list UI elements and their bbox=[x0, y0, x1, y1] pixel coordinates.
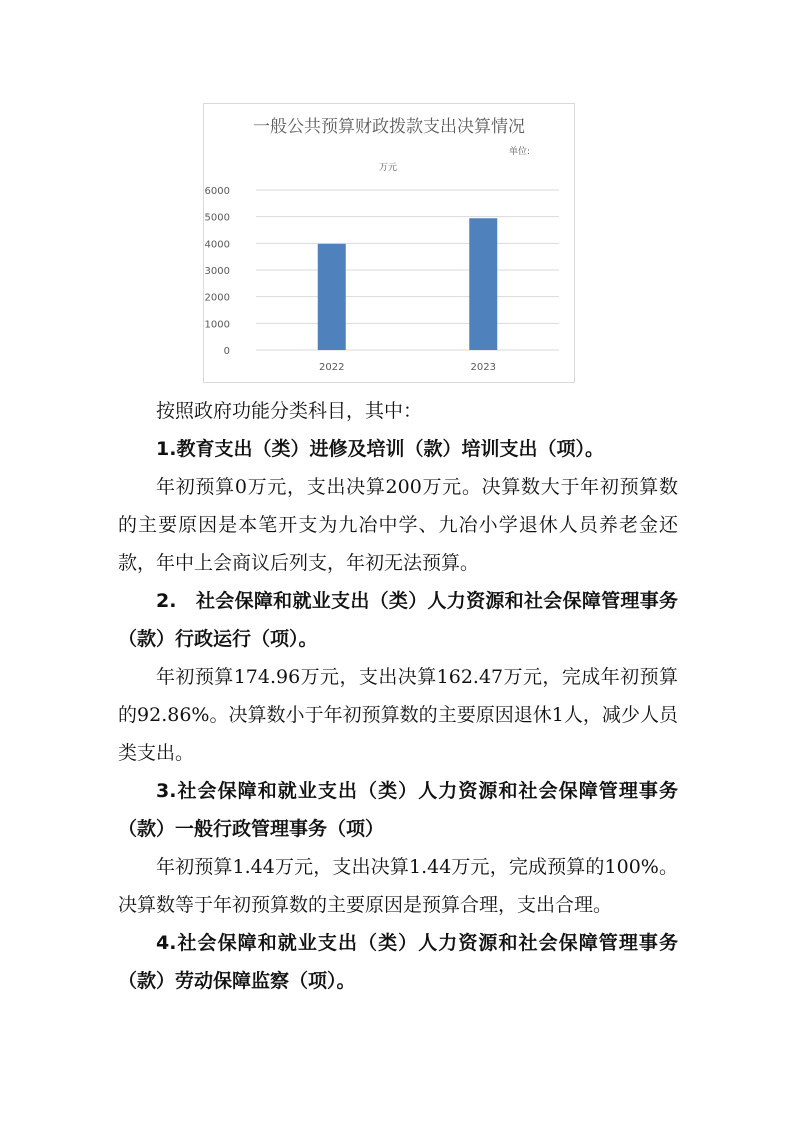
y-tick-label: 4000 bbox=[204, 239, 230, 251]
chart-title: 一般公共预算财政拨款支出决算情况 bbox=[253, 117, 525, 137]
section-heading-3: 3.社会保障和就业支出（类）人力资源和社会保障管理事务（款）一般行政管理事务（项） bbox=[118, 780, 678, 840]
chart-gridlines bbox=[256, 190, 559, 350]
x-tick-label: 2023 bbox=[470, 362, 496, 373]
y-tick-label: 2000 bbox=[204, 292, 230, 304]
chart-unit-value: 万元 bbox=[379, 163, 398, 173]
x-tick-label: 2022 bbox=[319, 362, 345, 373]
section-body-2: 年初预算174.96万元，支出决算162.47万元，完成年初预算的92.86%。决算数小于年初预算数的主要原因退休1人，减少人员类支出。 bbox=[118, 666, 678, 764]
intro-paragraph: 按照政府功能分类科目，其中： bbox=[156, 400, 423, 422]
y-tick-label: 0 bbox=[223, 346, 230, 357]
chart-unit-label: 单位: bbox=[509, 147, 531, 157]
section-body-1: 年初预算0万元，支出决算200万元。决算数大于年初预算数的主要原因是本笔开支为九冶中学、九冶小学退休人员养老金还款，年中上会商议后列支，年初无法预算。 bbox=[118, 476, 678, 574]
section-body-3: 年初预算1.44万元，支出决算1.44万元，完成预算的100%。决算数等于年初预算数的主要原因是预算合理，支出合理。 bbox=[118, 856, 678, 916]
section-heading-2: 2. 社会保障和就业支出（类）人力资源和社会保障管理事务（款）行政运行（项）。 bbox=[118, 590, 678, 650]
y-tick-label: 3000 bbox=[204, 266, 230, 277]
bar-2022 bbox=[318, 244, 346, 350]
y-tick-label: 1000 bbox=[204, 319, 230, 331]
chart-bars bbox=[318, 218, 498, 350]
chart-container bbox=[203, 103, 575, 383]
chart-y-ticks bbox=[205, 186, 230, 357]
section-heading-4: 4.社会保障和就业支出（类）人力资源和社会保障管理事务（款）劳动保障监察（项）。 bbox=[118, 932, 678, 992]
chart-x-labels bbox=[319, 362, 496, 373]
section-heading-1: 1.教育支出（类）进修及培训（款）培训支出（项）。 bbox=[156, 438, 604, 460]
y-tick-label: 6000 bbox=[204, 186, 230, 197]
bar-2023 bbox=[469, 218, 497, 350]
y-tick-label: 5000 bbox=[204, 212, 230, 224]
body-text bbox=[118, 392, 678, 1000]
bar-chart bbox=[204, 104, 574, 382]
